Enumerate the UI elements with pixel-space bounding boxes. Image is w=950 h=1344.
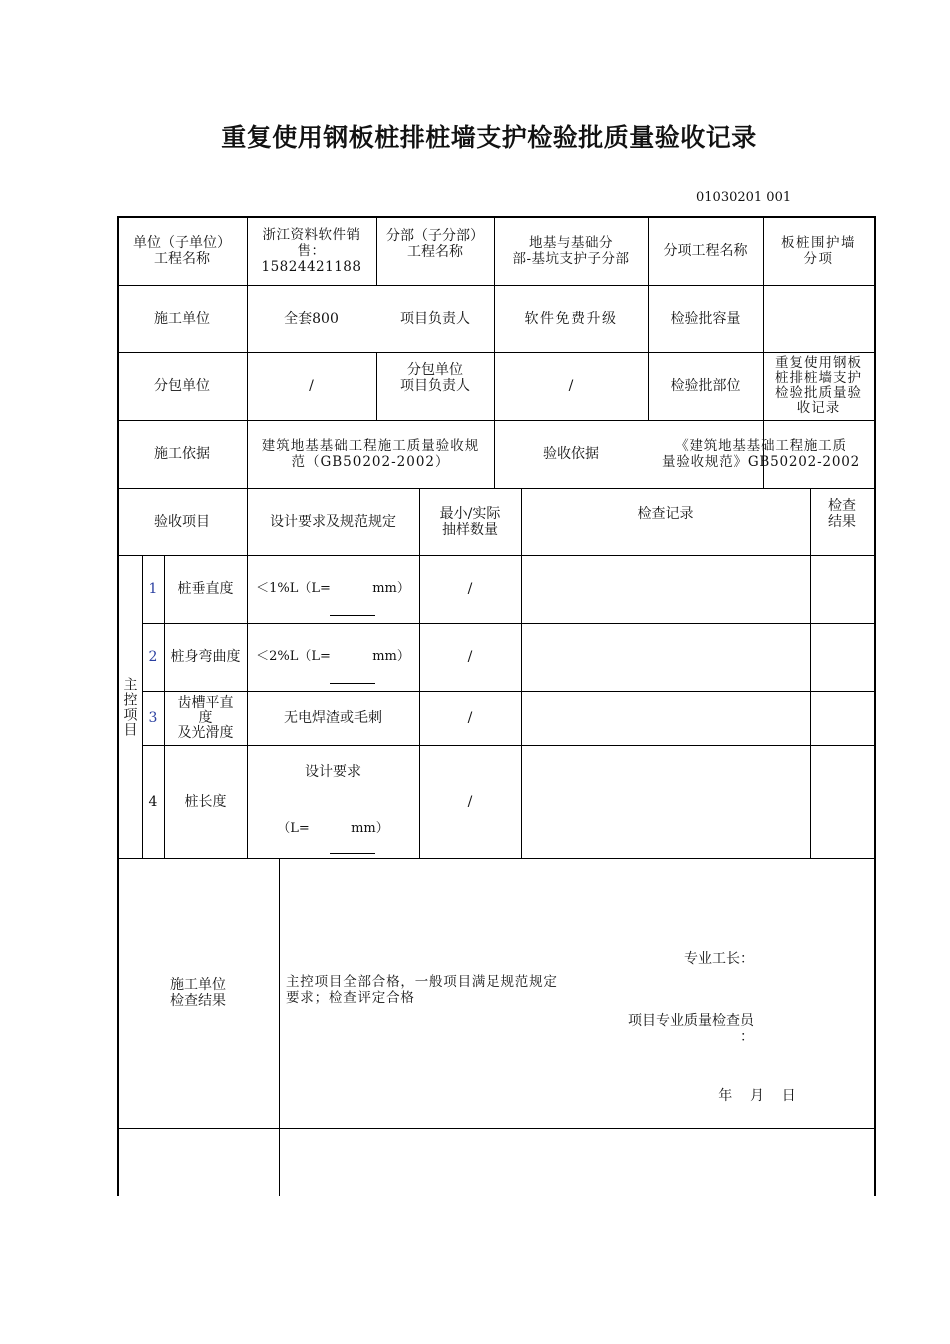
col-item-header: 验收项目 [154, 513, 210, 530]
item-2-result[interactable] [810, 623, 874, 691]
item-3-record[interactable] [521, 691, 810, 745]
division-name-value: 地基与基础分 部-基坑支护子分部 [512, 234, 630, 267]
item-1-result[interactable] [810, 555, 874, 623]
item-3-result[interactable] [810, 691, 874, 745]
item-1-requirement: ＜1%L（L= mm） [256, 581, 410, 596]
item-3-number: 3 [148, 710, 158, 726]
batch-capacity-label: 检验批容量 [670, 310, 741, 327]
contractor-label: 施工单位 [154, 310, 210, 327]
document-number: 01030201 001 [696, 190, 792, 205]
item-1-underline [330, 615, 375, 616]
unit-name-label: 单位（子单位） 工程名称 [133, 234, 231, 267]
item-1-sample: / [467, 581, 473, 597]
supervision-label-cell [117, 1128, 279, 1196]
item-3-name: 齿槽平直 度 及光滑度 [177, 694, 234, 741]
form-title: 重复使用钢板桩排桩墙支护检验批质量验收记录 [221, 123, 757, 152]
subcontractor-label: 分包单位 [154, 378, 210, 394]
item-4-name: 桩长度 [184, 793, 227, 810]
item-2-requirement: ＜2%L（L= mm） [256, 649, 410, 664]
unit-name-value: 浙江资料软件销 售：15824421188 [261, 226, 362, 275]
item-4-underline [330, 853, 375, 854]
batch-capacity-value [763, 285, 874, 352]
project-manager-label: 项目负责人 [400, 310, 470, 327]
acceptance-basis-label: 验收依据 [543, 446, 599, 462]
batch-location-value: 重复使用钢板 桩排桩墙支护 检验批质量验 收记录 [775, 355, 862, 416]
quality-inspector-signature: 项目专业质量检查员 ： [628, 1013, 754, 1045]
division-name-label: 分部（子分部） 工程名称 [386, 228, 484, 260]
foreman-signature: 专业工长： [684, 951, 754, 967]
check-date: 年 月 日 [718, 1088, 796, 1104]
col-record-header: 检查记录 [637, 506, 694, 522]
acceptance-form [117, 216, 876, 1196]
item-2-record[interactable] [521, 623, 810, 691]
col-result-header: 检查 结果 [828, 498, 856, 530]
supervision-result-cell[interactable] [279, 1128, 874, 1196]
project-manager-value: 软件免费升级 [524, 310, 618, 327]
item-2-number: 2 [148, 649, 158, 665]
col-design-header: 设计要求及规范规定 [270, 513, 396, 530]
batch-location-label: 检验批部位 [670, 378, 741, 394]
subitem-name-label: 分项工程名称 [663, 242, 748, 259]
contractor-value: 全套800 [284, 310, 339, 327]
item-4-requirement-top: 设计要求 [305, 764, 361, 780]
sub-pm-value: / [568, 378, 574, 394]
main-control-label: 主控项目 [121, 676, 138, 737]
item-3-sample: / [467, 710, 473, 726]
check-result-label: 施工单位 检查结果 [170, 977, 226, 1009]
item-3-requirement: 无电焊渣或毛刺 [284, 710, 382, 726]
item-1-number: 1 [148, 581, 158, 597]
item-2-name: 桩身弯曲度 [170, 649, 241, 665]
item-4-result[interactable] [810, 745, 874, 858]
subitem-name-value: 板桩围护墙 分项 [781, 234, 856, 267]
sub-pm-label: 分包单位 项目负责人 [400, 362, 470, 394]
item-4-number: 4 [148, 793, 158, 810]
construction-basis-label: 施工依据 [154, 446, 210, 462]
col-sample-header: 最小/实际 抽样数量 [439, 505, 501, 538]
construction-basis-value: 建筑地基基础工程施工质量验收规 范（GB50202-2002） [261, 438, 480, 470]
item-2-sample: / [467, 649, 473, 665]
item-1-record[interactable] [521, 555, 810, 623]
subcontractor-value: / [309, 378, 314, 394]
check-result-text: 主控项目全部合格，一般项目满足规范规定 要求；检查评定合格 [286, 974, 558, 1006]
acceptance-basis-value: 《建筑地基基础工程施工质 量验收规范》GB50202-2002 [662, 438, 860, 470]
item-2-underline [330, 683, 375, 684]
item-4-record[interactable] [521, 745, 810, 858]
item-1-name: 桩垂直度 [177, 581, 234, 597]
item-4-requirement: （L= mm） [277, 821, 389, 836]
item-4-sample: / [467, 793, 473, 810]
